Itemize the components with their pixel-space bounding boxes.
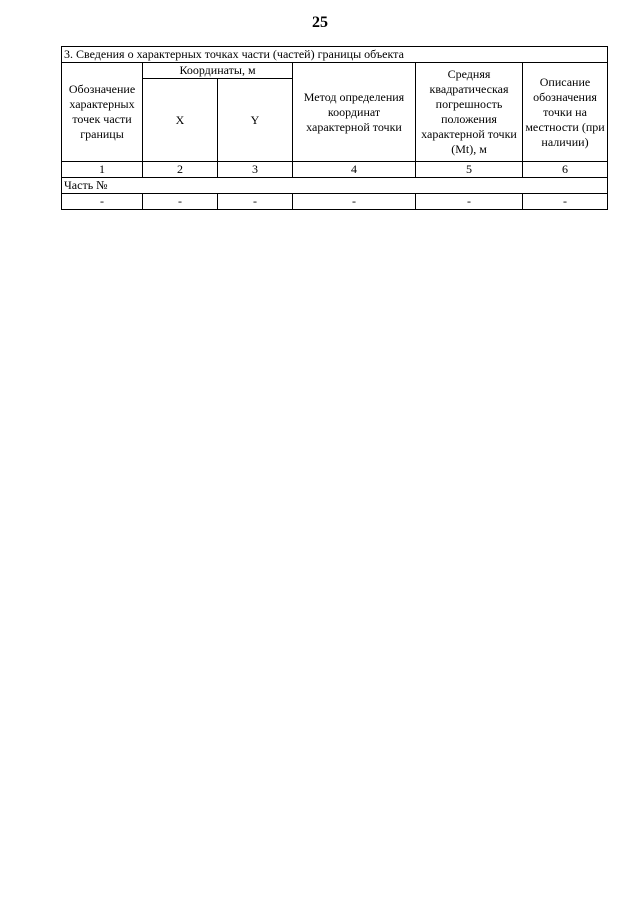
column-number: 6 <box>523 162 608 178</box>
table-row <box>62 194 608 210</box>
header-x: X <box>143 79 218 162</box>
header-y: Y <box>218 79 293 162</box>
header-point-designation: Обозначение характерных точек части границы <box>62 63 143 162</box>
column-numbers-row <box>62 162 608 178</box>
table-cell: - <box>293 194 416 210</box>
page-number: 25 <box>312 14 328 31</box>
header-coordinates: Координаты, м <box>143 63 293 79</box>
table-cell: - <box>218 194 293 210</box>
header-description: Описание обозначения точки на местности (при наличии) <box>523 63 608 162</box>
table-title: 3. Сведения о характерных точках части (частей) границы объекта <box>62 47 608 63</box>
characteristic-points-table <box>61 46 608 210</box>
column-number: 1 <box>62 162 143 178</box>
column-number: 3 <box>218 162 293 178</box>
column-number: 2 <box>143 162 218 178</box>
table-cell: - <box>523 194 608 210</box>
column-number: 4 <box>293 162 416 178</box>
part-label: Часть № <box>62 178 608 194</box>
column-number: 5 <box>416 162 523 178</box>
table-cell: - <box>416 194 523 210</box>
table-cell: - <box>62 194 143 210</box>
header-rms-error: Средняя квадратическая погрешность положения характерной точки (Mt), м <box>416 63 523 162</box>
header-method: Метод определения координат характерной точки <box>293 63 416 162</box>
table-cell: - <box>143 194 218 210</box>
